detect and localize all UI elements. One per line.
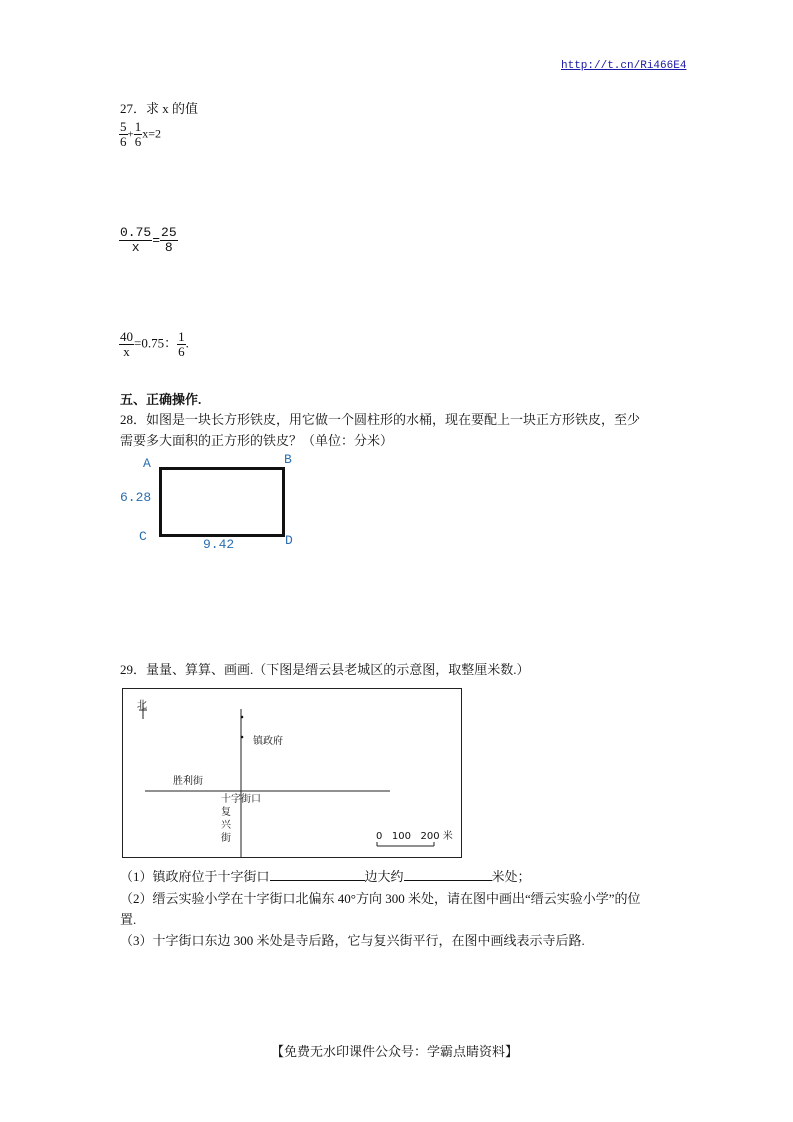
gov-label: 镇政府 — [253, 736, 283, 747]
header-url-link[interactable]: http://t.cn/Ri466E4 — [561, 60, 687, 72]
q29-sub-2-line-1: （2）缙云实验小学在十字街口北偏东 40°方向 300 米处，请在图中画出“缙云实验小学”的位 — [120, 891, 641, 906]
north-label: 北 — [137, 700, 147, 711]
eq2-left-num: 0.75 — [120, 225, 152, 240]
eq1-tail: x=2 — [142, 126, 161, 141]
q29-sub1-text-c: 米处； — [491, 869, 531, 884]
eq2-equals: = — [152, 232, 161, 248]
eq2-right-den: 8 — [164, 240, 173, 255]
eq1-frac1-num: 5 — [120, 119, 127, 134]
map-dot-1 — [241, 716, 244, 719]
eq3-right-num: 1 — [178, 329, 185, 344]
section-5-title: 五、正确操作. — [120, 392, 202, 407]
q29-sub1-text-b: 边大约 — [364, 869, 404, 884]
q28-line-2: 需要多大面积的正方形的铁皮？（单位：分米） — [120, 433, 394, 448]
q27-title: 27．求 x 的值 — [120, 101, 199, 116]
q28-label-c: C — [139, 529, 147, 544]
answer-blank-distance[interactable] — [404, 866, 492, 881]
eq1-frac2-num: 1 — [134, 119, 142, 134]
q29-sub-1 — [120, 866, 531, 885]
fuxing-char-3: 街 — [221, 833, 231, 844]
q28-line-1: 28．如图是一块长方形铁皮，用它做一个圆柱形的水桶，现在要配上一块正方形铁皮，至少 — [120, 412, 641, 427]
eq1-frac1-den: 6 — [120, 134, 127, 149]
q28-rectangle — [159, 467, 285, 537]
eq1-frac2-den: 6 — [134, 134, 142, 149]
eq1-plus: + — [127, 128, 134, 141]
eq2-right-num: 25 — [161, 225, 177, 240]
q27-equation-1 — [119, 120, 161, 149]
q29-title: 29．量量、算算、画画.（下图是缙云县老城区的示意图，取整厘米数.） — [120, 662, 530, 677]
map-frame — [122, 688, 462, 858]
crossing-label: 十字街口 — [221, 794, 261, 805]
eq3-mid: =0.75： — [134, 335, 178, 351]
q28-label-d: D — [285, 533, 293, 548]
q28-width-label: 9.42 — [203, 537, 235, 552]
eq2-left-den: x — [131, 240, 140, 255]
q29-sub-3: （3）十字街口东边 300 米处是寺后路，它与复兴街平行，在图中画线表示寺后路. — [120, 933, 585, 948]
map-dot-2 — [241, 736, 244, 739]
q29-sub1-text-a: （1）镇政府位于十字街口 — [120, 869, 270, 884]
footer-text: 【免费无水印课件公众号：学霸点睛资料】 — [271, 1044, 519, 1059]
q27-equation-3 — [119, 330, 189, 359]
q28-height-label: 6.28 — [120, 490, 152, 505]
eq3-end: . — [185, 335, 189, 351]
fuxing-char-2: 兴 — [221, 820, 231, 831]
answer-blank-direction[interactable] — [270, 866, 365, 881]
fuxing-street-label — [221, 806, 231, 845]
eq3-left-num: 40 — [120, 329, 133, 344]
fuxing-char-1: 复 — [221, 807, 231, 818]
shengli-street-label: 胜利街 — [173, 776, 203, 787]
q29-sub-2-line-2: 置. — [120, 912, 137, 927]
scale-label: 0 100 200 米 — [376, 831, 453, 842]
eq3-left-den: x — [123, 344, 130, 359]
q28-label-a: A — [143, 456, 151, 471]
eq3-right-den: 6 — [178, 344, 185, 359]
q28-label-b: B — [284, 452, 292, 467]
q27-equation-2 — [119, 226, 178, 255]
